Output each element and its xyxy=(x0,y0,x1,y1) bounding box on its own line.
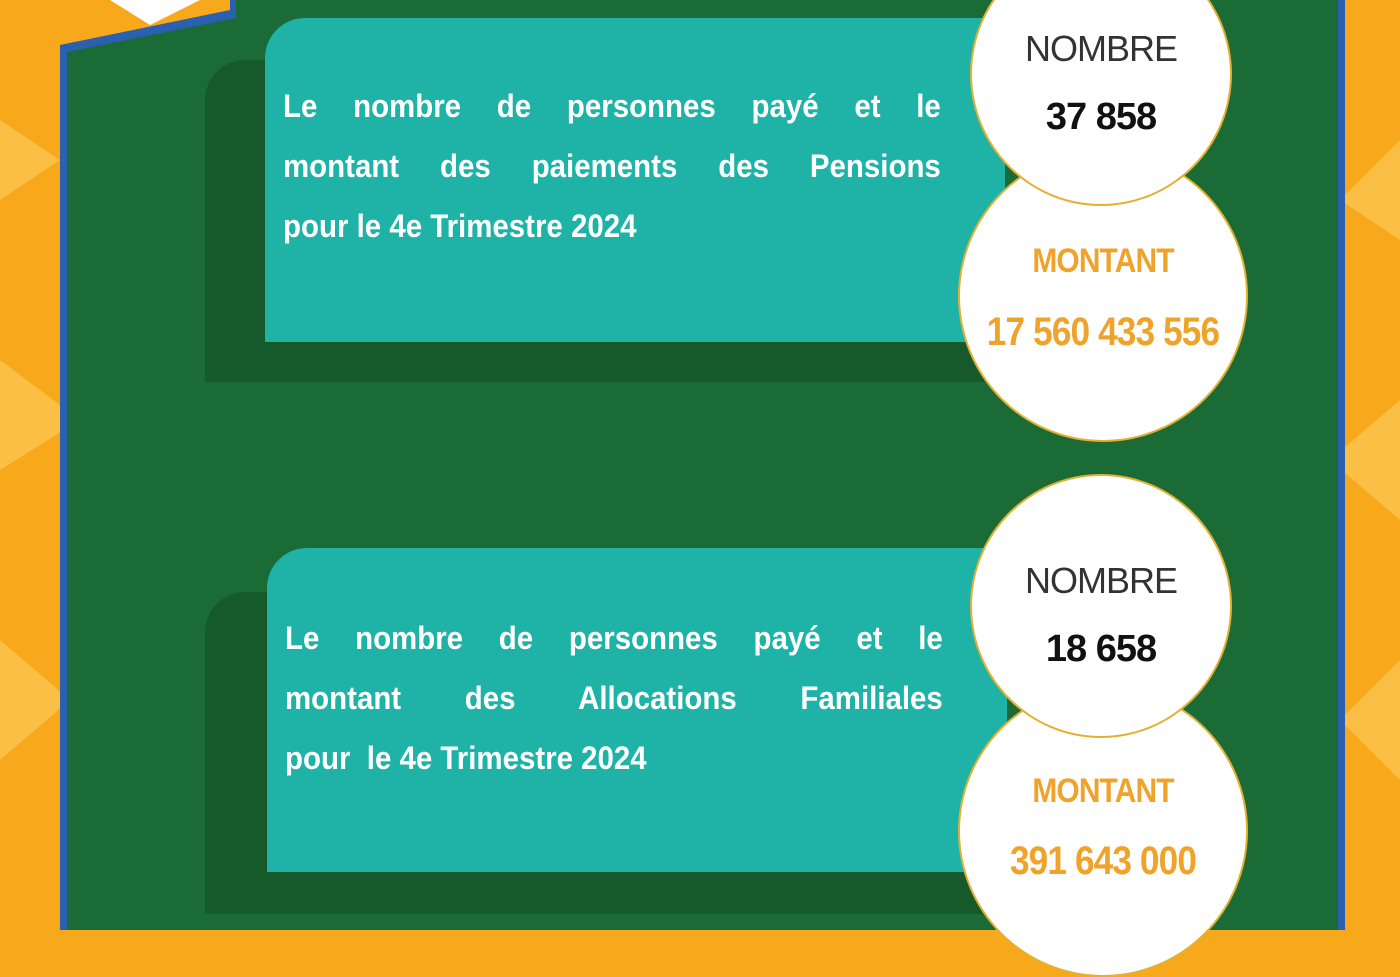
allocations-montant-value: 391 643 000 xyxy=(1009,839,1197,883)
pensions-description-line: Le nombre de personnes payé et le xyxy=(283,88,941,124)
pensions-nombre-label: NOMBRE xyxy=(1024,28,1177,69)
allocations-nombre-label: NOMBRE xyxy=(1024,560,1177,601)
allocations-card xyxy=(267,548,1007,872)
allocations-description xyxy=(285,608,943,788)
allocations-nombre-circle xyxy=(970,474,1232,738)
pensions-description-line: pour le 4e Trimestre 2024 xyxy=(283,208,637,244)
pensions-description xyxy=(283,76,941,256)
allocations-montant-label: MONTANT xyxy=(1032,772,1174,810)
allocations-description-line: montant des Allocations Familiales xyxy=(285,680,943,716)
allocations-description-line: pour le 4e Trimestre 2024 xyxy=(285,740,647,776)
pensions-montant-label: MONTANT xyxy=(1032,242,1174,280)
allocations-description-line: Le nombre de personnes payé et le xyxy=(285,620,943,656)
pensions-description-line: montant des paiements des Pensions xyxy=(283,148,941,184)
allocations-nombre-value: 18 658 xyxy=(1045,628,1157,670)
pensions-nombre-value: 37 858 xyxy=(1045,96,1157,138)
pensions-montant-value: 17 560 433 556 xyxy=(986,310,1220,354)
pensions-card xyxy=(265,18,1005,342)
